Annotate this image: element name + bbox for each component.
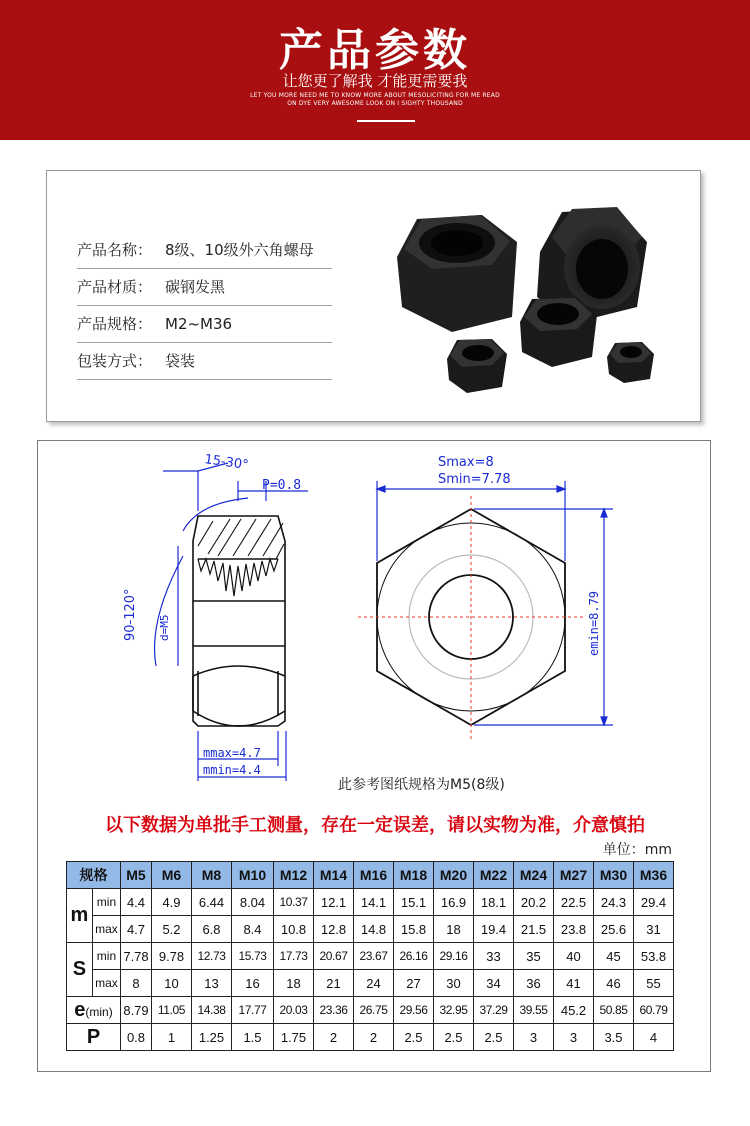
table-cell: 23.8 xyxy=(554,916,594,943)
unit-label: 单位：mm xyxy=(602,842,672,858)
size-header: M5 xyxy=(121,862,152,889)
technical-drawing xyxy=(38,441,712,811)
table-cell: 14.38 xyxy=(192,997,232,1024)
table-cell: 36 xyxy=(514,970,554,997)
table-cell: 9.78 xyxy=(152,943,192,970)
size-header: M36 xyxy=(634,862,674,889)
table-cell: 8.04 xyxy=(232,889,274,916)
table-cell: 29.4 xyxy=(634,889,674,916)
table-cell: 8 xyxy=(121,970,152,997)
large-nut-front xyxy=(397,215,517,332)
table-cell: 55 xyxy=(634,970,674,997)
table-row xyxy=(67,916,674,943)
e-param-label xyxy=(67,997,121,1024)
info-label: 产品材质： xyxy=(77,278,153,296)
table-cell: 40 xyxy=(554,943,594,970)
table-cell: 33 xyxy=(474,943,514,970)
mmin-label: mmin=4.4 xyxy=(203,763,261,777)
e-sub: (min) xyxy=(85,1004,113,1019)
table-cell: 2.5 xyxy=(394,1024,434,1051)
table-cell: 18.1 xyxy=(474,889,514,916)
size-header: M8 xyxy=(192,862,232,889)
table-cell: 24.3 xyxy=(594,889,634,916)
angle-top-label: 15-30° xyxy=(203,452,250,474)
table-cell: 12.8 xyxy=(314,916,354,943)
table-cell: 26.16 xyxy=(394,943,434,970)
table-cell: 1 xyxy=(152,1024,192,1051)
table-cell: 6.44 xyxy=(192,889,232,916)
table-cell: 21.5 xyxy=(514,916,554,943)
smax-label: Smax=8 xyxy=(438,455,494,470)
table-row xyxy=(67,889,674,916)
table-cell: 6.8 xyxy=(192,916,232,943)
table-cell: 10 xyxy=(152,970,192,997)
info-label: 包装方式： xyxy=(77,352,153,370)
page-title: 产品参数 xyxy=(279,25,471,76)
table-cell: 18 xyxy=(434,916,474,943)
table-cell: 16 xyxy=(232,970,274,997)
info-label: 产品规格： xyxy=(77,315,153,333)
table-cell: 45.2 xyxy=(554,997,594,1024)
table-cell: 20.2 xyxy=(514,889,554,916)
size-header: M18 xyxy=(394,862,434,889)
info-row-packaging xyxy=(77,344,332,380)
table-cell: 7.78 xyxy=(121,943,152,970)
table-cell: 12.73 xyxy=(192,943,232,970)
pitch-label: P=0.8 xyxy=(262,478,302,493)
table-cell: 1.25 xyxy=(192,1024,232,1051)
table-cell: 53.8 xyxy=(634,943,674,970)
drawing-caption: 此参考图纸规格为M5(8级) xyxy=(338,777,505,793)
table-cell: 4.4 xyxy=(121,889,152,916)
table-cell: 45 xyxy=(594,943,634,970)
spec-table-body xyxy=(67,862,674,1051)
info-row-spec xyxy=(77,307,332,343)
header-english-line1: LET YOU MORE NEED ME TO KNOW MORE ABOUT MESOLICITING FOR ME READ xyxy=(250,92,500,99)
s-param-label: S xyxy=(67,943,93,997)
table-cell: 23.67 xyxy=(354,943,394,970)
table-cell: 10.8 xyxy=(274,916,314,943)
size-header: M12 xyxy=(274,862,314,889)
table-cell: 29.16 xyxy=(434,943,474,970)
table-cell: 41 xyxy=(554,970,594,997)
p-param-label: P xyxy=(67,1024,121,1051)
table-row xyxy=(67,1024,674,1051)
table-cell: 30 xyxy=(434,970,474,997)
table-cell: 23.36 xyxy=(314,997,354,1024)
size-header: M27 xyxy=(554,862,594,889)
table-cell: 2 xyxy=(354,1024,394,1051)
info-value: M2~M36 xyxy=(165,315,233,333)
table-cell: 22.5 xyxy=(554,889,594,916)
table-cell: 19.4 xyxy=(474,916,514,943)
size-header: M30 xyxy=(594,862,634,889)
table-cell: 4 xyxy=(634,1024,674,1051)
side-view xyxy=(193,516,285,726)
size-header: M6 xyxy=(152,862,192,889)
angle-side-label: 90-120° xyxy=(123,588,138,641)
info-value: 袋装 xyxy=(165,352,196,370)
table-cell: 1.5 xyxy=(232,1024,274,1051)
header-english-line2: ON DYE VERY AWESOME LOOK ON I SIGHTY THOUSAND xyxy=(287,100,463,107)
smin-label: Smin=7.78 xyxy=(438,472,511,487)
table-cell: 8.79 xyxy=(121,997,152,1024)
row-sub-label: max xyxy=(92,916,120,943)
emin-label: emin=8.79 xyxy=(587,590,601,656)
table-cell: 32.95 xyxy=(434,997,474,1024)
info-row-material xyxy=(77,270,332,306)
table-corner-label: 规格 xyxy=(67,862,121,889)
table-cell: 0.8 xyxy=(121,1024,152,1051)
row-sub-label: min xyxy=(92,889,120,916)
table-cell: 3 xyxy=(554,1024,594,1051)
spec-table xyxy=(66,861,674,1051)
table-cell: 24 xyxy=(354,970,394,997)
size-header: M16 xyxy=(354,862,394,889)
header-english xyxy=(0,92,750,108)
tiny-nut xyxy=(607,342,654,383)
header-subtitle: 让您更了解我 才能更需要我 xyxy=(282,72,468,90)
table-cell: 8.4 xyxy=(232,916,274,943)
measurement-notice: 以下数据为单批手工测量，存在一定误差，请以实物为准，介意慎拍 xyxy=(105,815,645,836)
thread-diameter-label: d=M5 xyxy=(158,614,171,641)
medium-nut xyxy=(520,297,597,367)
table-cell: 20.67 xyxy=(314,943,354,970)
hex-nuts-photo xyxy=(392,197,692,397)
table-cell: 2 xyxy=(314,1024,354,1051)
info-label: 产品名称： xyxy=(77,241,153,259)
table-cell: 3 xyxy=(514,1024,554,1051)
table-cell: 14.8 xyxy=(354,916,394,943)
table-cell: 1.75 xyxy=(274,1024,314,1051)
mmax-label: mmax=4.7 xyxy=(203,746,261,760)
info-value: 8级、10级外六角螺母 xyxy=(165,241,314,259)
table-cell: 50.85 xyxy=(594,997,634,1024)
table-cell: 13 xyxy=(192,970,232,997)
table-cell: 35 xyxy=(514,943,554,970)
table-cell: 29.56 xyxy=(394,997,434,1024)
table-cell: 21 xyxy=(314,970,354,997)
table-cell: 10.37 xyxy=(274,889,314,916)
table-cell: 15.1 xyxy=(394,889,434,916)
table-row xyxy=(67,997,674,1024)
table-cell: 4.9 xyxy=(152,889,192,916)
table-cell: 3.5 xyxy=(594,1024,634,1051)
table-cell: 25.6 xyxy=(594,916,634,943)
front-view xyxy=(358,496,584,741)
info-row-name xyxy=(77,233,332,269)
table-cell: 4.7 xyxy=(121,916,152,943)
small-nut xyxy=(447,339,507,393)
info-value: 碳钢发黑 xyxy=(165,278,226,296)
table-cell: 14.1 xyxy=(354,889,394,916)
table-cell: 31 xyxy=(634,916,674,943)
table-cell: 26.75 xyxy=(354,997,394,1024)
row-sub-label: min xyxy=(92,943,120,970)
technical-drawing-panel xyxy=(37,440,711,1072)
table-cell: 34 xyxy=(474,970,514,997)
size-header: M14 xyxy=(314,862,354,889)
header-divider xyxy=(357,120,415,122)
table-cell: 18 xyxy=(274,970,314,997)
table-cell: 11.05 xyxy=(152,997,192,1024)
table-cell: 39.55 xyxy=(514,997,554,1024)
size-header: M20 xyxy=(434,862,474,889)
e-letter: e xyxy=(74,998,86,1021)
table-header-row xyxy=(67,862,674,889)
product-info-card xyxy=(46,170,701,422)
table-row xyxy=(67,970,674,997)
table-cell: 2.5 xyxy=(434,1024,474,1051)
table-row xyxy=(67,943,674,970)
table-cell: 27 xyxy=(394,970,434,997)
table-cell: 17.73 xyxy=(274,943,314,970)
size-header: M24 xyxy=(514,862,554,889)
table-cell: 15.8 xyxy=(394,916,434,943)
header-banner xyxy=(0,0,750,140)
table-cell: 46 xyxy=(594,970,634,997)
table-cell: 37.29 xyxy=(474,997,514,1024)
size-header: M10 xyxy=(232,862,274,889)
table-cell: 2.5 xyxy=(474,1024,514,1051)
table-cell: 15.73 xyxy=(232,943,274,970)
row-sub-label: max xyxy=(92,970,120,997)
table-cell: 5.2 xyxy=(152,916,192,943)
table-cell: 60.79 xyxy=(634,997,674,1024)
table-cell: 16.9 xyxy=(434,889,474,916)
table-cell: 17.77 xyxy=(232,997,274,1024)
m-param-label: m xyxy=(67,889,93,943)
table-cell: 12.1 xyxy=(314,889,354,916)
size-header: M22 xyxy=(474,862,514,889)
table-cell: 20.03 xyxy=(274,997,314,1024)
front-view-dimensions xyxy=(377,481,613,725)
